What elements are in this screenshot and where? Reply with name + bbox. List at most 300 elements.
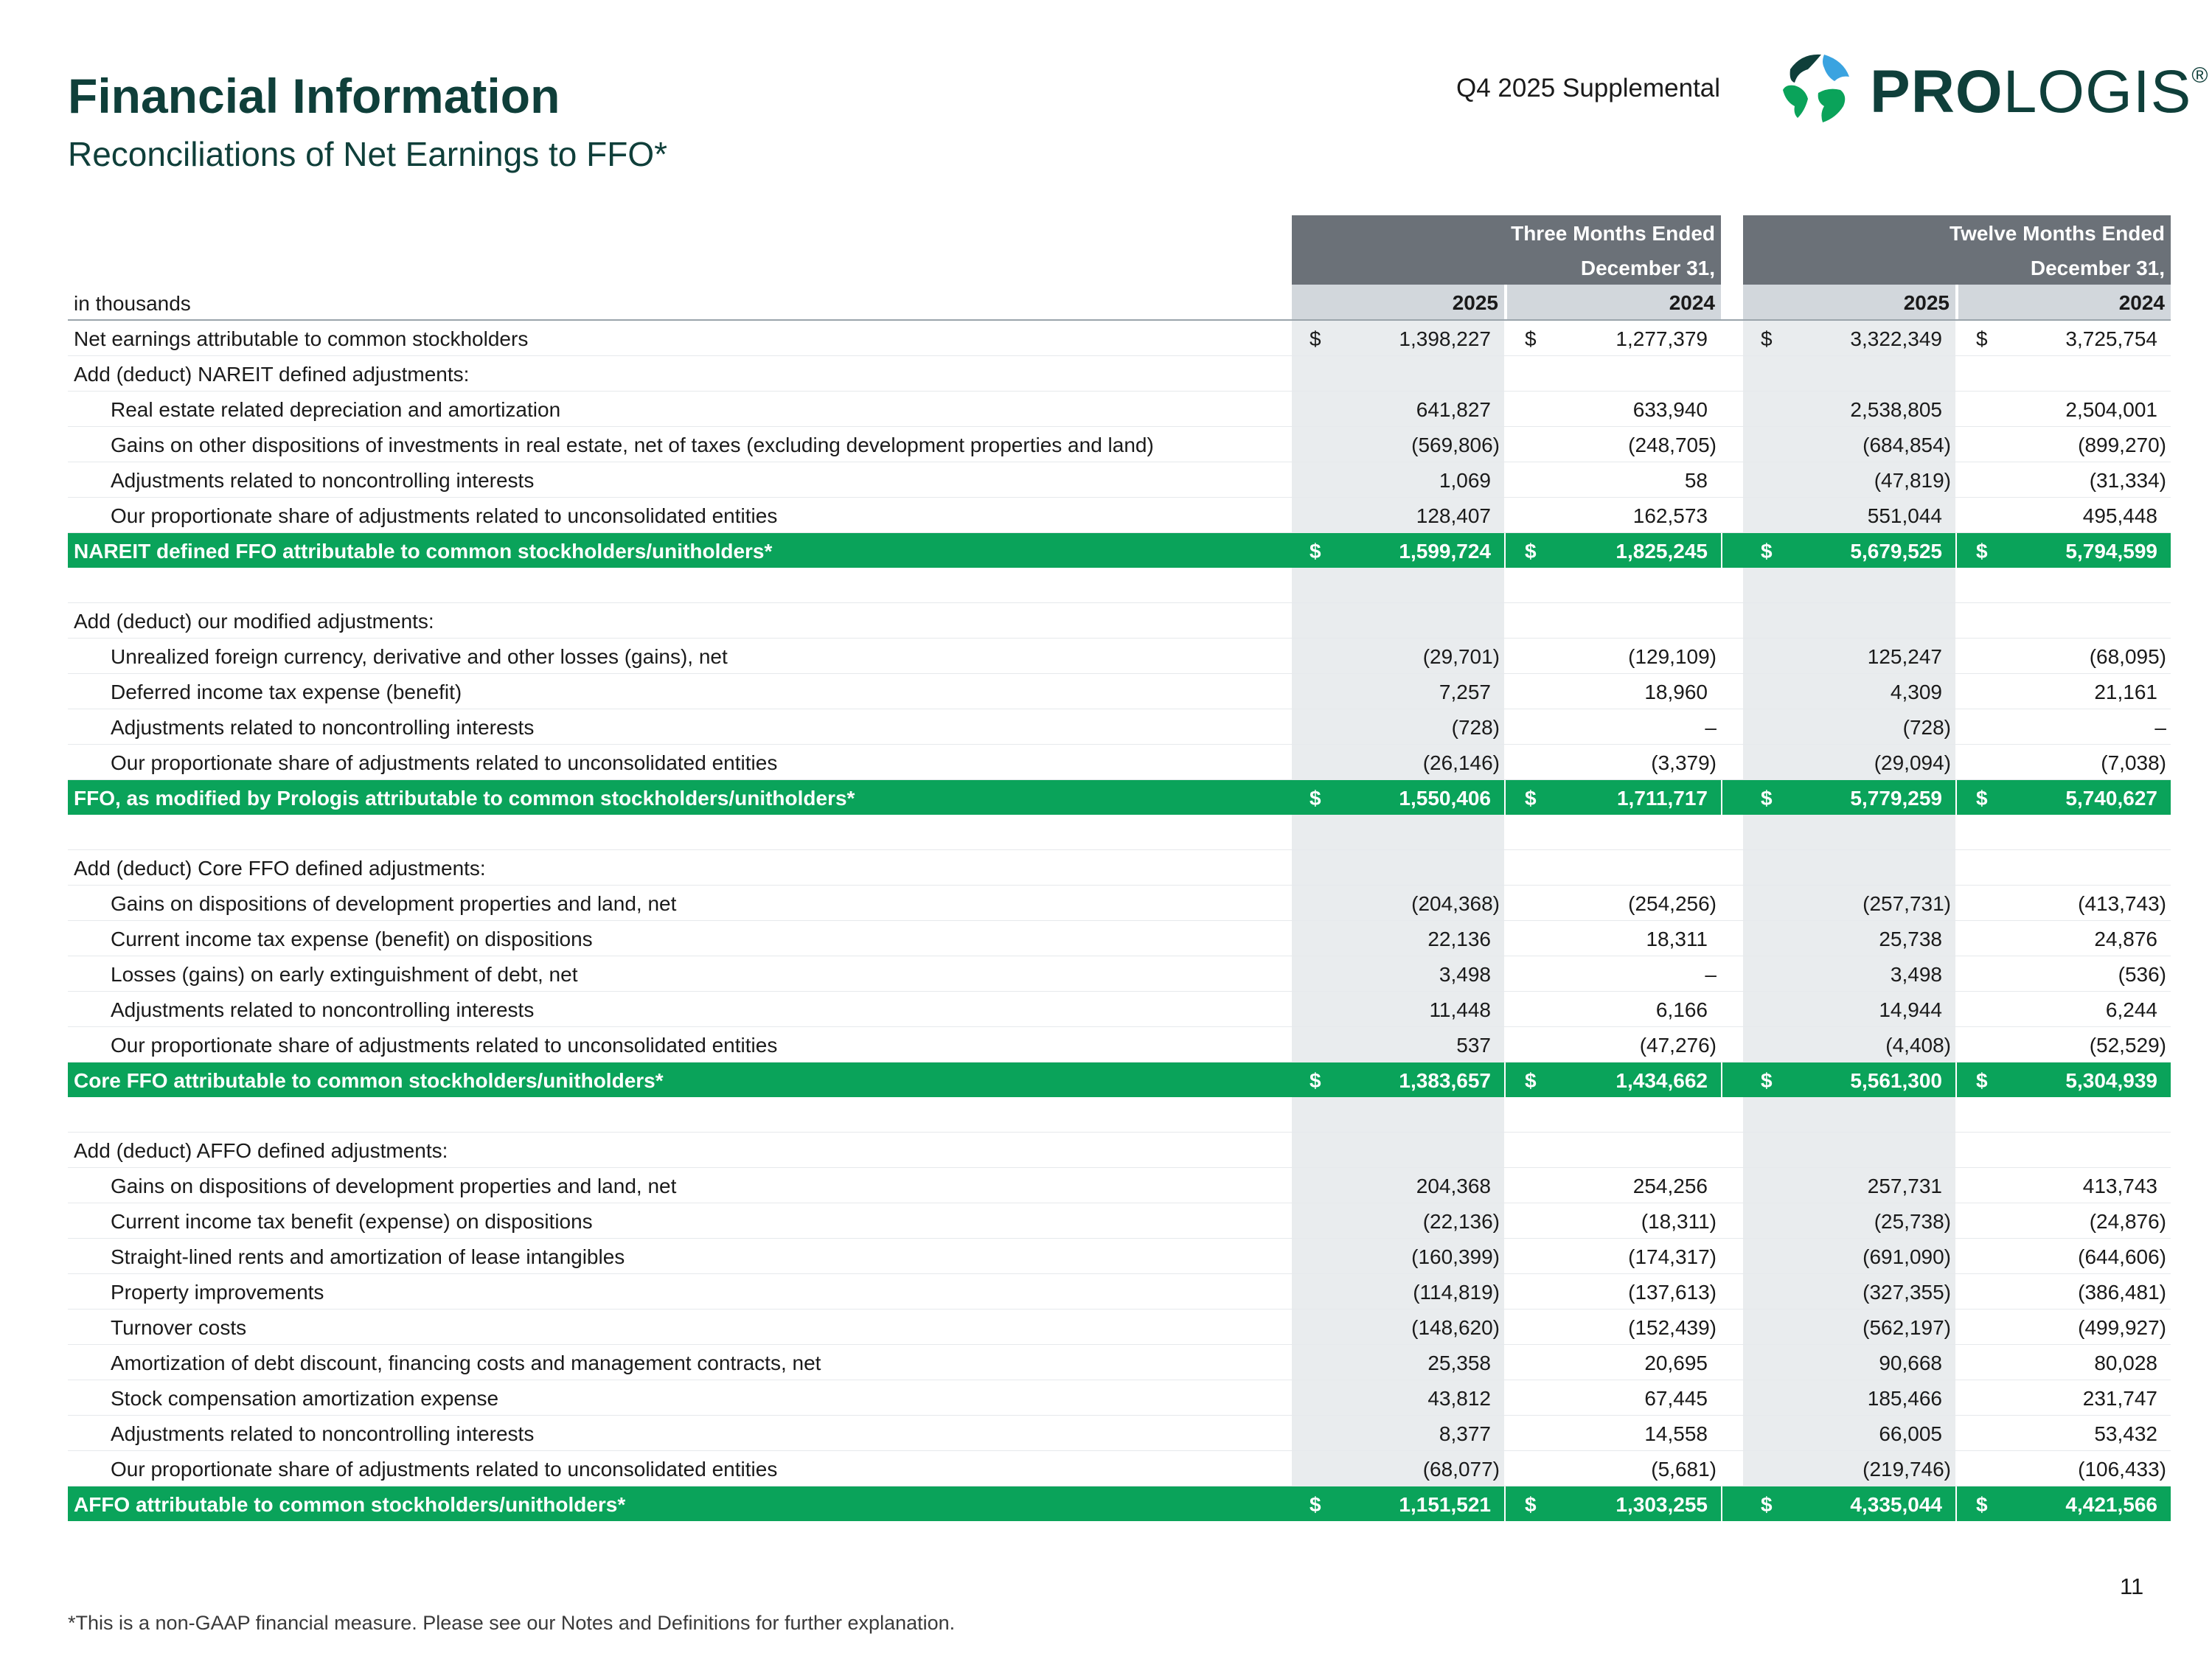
cell-value: (5,681) <box>1651 1458 1717 1481</box>
value-cell <box>1958 1239 2171 1273</box>
value-cell <box>1292 1451 1504 1486</box>
cell-value: (257,731) <box>1863 892 1951 915</box>
cell-value: (204,368) <box>1411 892 1500 915</box>
value-cell <box>1507 1062 1721 1097</box>
cell-value: 2,538,805 <box>1850 398 1942 421</box>
currency-symbol: $ <box>1525 787 1537 810</box>
currency-symbol: $ <box>1310 1069 1321 1092</box>
row-label: FFO, as modified by Prologis attributable to common stockholders/unitholders* <box>74 787 855 810</box>
value-cell <box>1507 1097 1721 1132</box>
value-cell <box>1507 1416 1721 1450</box>
currency-symbol: $ <box>1976 787 1988 810</box>
value-cell <box>1292 1097 1504 1132</box>
value-cell <box>1958 886 2171 920</box>
cell-value: (327,355) <box>1863 1281 1951 1304</box>
cell-value: 257,731 <box>1867 1175 1942 1197</box>
value-cell <box>1507 356 1721 391</box>
column-separator <box>1955 1486 1957 1521</box>
value-cell <box>1958 533 2171 568</box>
value-cell <box>1292 815 1504 849</box>
cell-value: 14,558 <box>1644 1422 1708 1445</box>
value-cell <box>1507 921 1721 956</box>
footnote: *This is a non-GAAP financial measure. Please see our Notes and Definitions for further explanation. <box>68 1612 956 1634</box>
currency-symbol: $ <box>1310 540 1321 563</box>
value-cell <box>1507 1168 1721 1203</box>
logo-wordmark: PROLOGIS® <box>1870 58 2209 125</box>
column-separator <box>1721 533 1722 568</box>
cell-value: 1,277,379 <box>1615 327 1708 350</box>
spacer-row <box>68 1097 2171 1133</box>
row-label: Current income tax benefit (expense) on dispositions <box>111 1210 593 1233</box>
cell-value: (68,077) <box>1422 1458 1500 1481</box>
cell-value: 633,940 <box>1632 398 1708 421</box>
cell-value: (18,311) <box>1641 1210 1717 1233</box>
value-cell <box>1743 498 1955 532</box>
value-cell <box>1507 1274 1721 1309</box>
value-cell <box>1743 1416 1955 1450</box>
currency-symbol: $ <box>1976 540 1988 563</box>
cell-value: 1,151,521 <box>1399 1493 1491 1516</box>
cell-value: (106,433) <box>2078 1458 2166 1481</box>
table-row <box>68 674 2171 709</box>
value-cell <box>1292 850 1504 885</box>
value-cell <box>1743 674 1955 709</box>
value-cell <box>1743 886 1955 920</box>
table-row <box>68 1239 2171 1274</box>
value-cell <box>1743 1027 1955 1062</box>
cell-value: 5,740,627 <box>2065 787 2157 810</box>
cell-value: (536) <box>2118 963 2166 986</box>
value-cell <box>1292 1062 1504 1097</box>
value-cell <box>1743 639 1955 673</box>
cell-value: 6,244 <box>2105 998 2157 1021</box>
cell-value: (24,876) <box>2089 1210 2166 1233</box>
cell-value: (644,606) <box>2078 1245 2166 1268</box>
cell-value: (114,819) <box>1413 1281 1500 1304</box>
cell-value: (3,379) <box>1651 751 1717 774</box>
cell-value: 1,825,245 <box>1615 540 1708 563</box>
value-cell <box>1292 674 1504 709</box>
value-cell <box>1743 1097 1955 1132</box>
table-row <box>68 498 2171 533</box>
cell-value: 18,311 <box>1646 928 1708 950</box>
cell-value: 67,445 <box>1644 1387 1708 1410</box>
value-cell <box>1743 1310 1955 1344</box>
cell-value: 18,960 <box>1644 681 1708 703</box>
value-cell <box>1958 603 2171 638</box>
value-cell <box>1507 1027 1721 1062</box>
value-cell <box>1292 568 1504 602</box>
table-row <box>68 1133 2171 1168</box>
cell-value: 413,743 <box>2082 1175 2157 1197</box>
row-label: Add (deduct) Core FFO defined adjustments: <box>74 857 486 880</box>
value-cell <box>1292 603 1504 638</box>
currency-symbol: $ <box>1976 327 1988 350</box>
value-cell <box>1743 1486 1955 1521</box>
table-row <box>68 1416 2171 1451</box>
row-label: Adjustments related to noncontrolling interests <box>111 716 535 739</box>
value-cell <box>1507 392 1721 426</box>
value-cell <box>1507 815 1721 849</box>
value-cell <box>1743 850 1955 885</box>
value-cell <box>1292 321 1504 355</box>
value-cell <box>1743 462 1955 497</box>
value-cell <box>1958 568 2171 602</box>
value-cell <box>1958 780 2171 815</box>
value-cell <box>1958 992 2171 1026</box>
value-cell <box>1743 1451 1955 1486</box>
table-row <box>68 1027 2171 1062</box>
value-cell <box>1507 1133 1721 1167</box>
value-cell <box>1958 356 2171 391</box>
value-cell <box>1507 1380 1721 1415</box>
currency-symbol: $ <box>1310 1493 1321 1516</box>
cell-value: (386,481) <box>2078 1281 2166 1304</box>
value-cell <box>1743 1133 1955 1167</box>
cell-value: 495,448 <box>2082 504 2157 527</box>
cell-value: (728) <box>1451 716 1500 739</box>
row-label: Adjustments related to noncontrolling interests <box>111 998 535 1021</box>
cell-value: (569,806) <box>1411 434 1500 456</box>
value-cell <box>1958 674 2171 709</box>
cell-value: 4,421,566 <box>2065 1493 2157 1516</box>
cell-value: (25,738) <box>1874 1210 1951 1233</box>
value-cell <box>1958 745 2171 779</box>
value-cell <box>1507 462 1721 497</box>
cell-value: 551,044 <box>1867 504 1942 527</box>
value-cell <box>1958 427 2171 462</box>
currency-symbol: $ <box>1976 1493 1988 1516</box>
value-cell <box>1958 921 2171 956</box>
table-row <box>68 392 2171 427</box>
value-cell <box>1507 1451 1721 1486</box>
cell-value: – <box>1705 963 1717 986</box>
table-row <box>68 356 2171 392</box>
value-cell <box>1507 498 1721 532</box>
row-label: Real estate related depreciation and amortization <box>111 398 561 421</box>
value-cell <box>1743 1239 1955 1273</box>
cell-value: (691,090) <box>1863 1245 1951 1268</box>
value-cell <box>1292 1027 1504 1062</box>
page-subtitle: Reconciliations of Net Earnings to FFO* <box>68 135 668 173</box>
cell-value: 2,504,001 <box>2065 398 2157 421</box>
value-cell <box>1292 1486 1504 1521</box>
value-cell <box>1958 1380 2171 1415</box>
value-cell <box>1292 498 1504 532</box>
cell-value: (22,136) <box>1422 1210 1500 1233</box>
value-cell <box>1958 850 2171 885</box>
table-row <box>68 709 2171 745</box>
value-cell <box>1743 533 1955 568</box>
value-cell <box>1507 639 1721 673</box>
table-row <box>68 1310 2171 1345</box>
column-separator <box>1955 533 1957 568</box>
value-cell <box>1292 886 1504 920</box>
table-row <box>68 1345 2171 1380</box>
value-cell <box>1507 1239 1721 1273</box>
cell-value: (29,701) <box>1422 645 1500 668</box>
row-label: Add (deduct) AFFO defined adjustments: <box>74 1139 448 1162</box>
cell-value: 7,257 <box>1439 681 1491 703</box>
value-cell <box>1743 745 1955 779</box>
cell-value: 162,573 <box>1632 504 1708 527</box>
value-cell <box>1743 392 1955 426</box>
currency-symbol: $ <box>1525 1069 1537 1092</box>
cell-value: (174,317) <box>1628 1245 1717 1268</box>
value-cell <box>1958 321 2171 355</box>
row-label: AFFO attributable to common stockholders/unitholders* <box>74 1493 626 1516</box>
value-cell <box>1292 1274 1504 1309</box>
cell-value: (899,270) <box>2078 434 2166 456</box>
cell-value: 125,247 <box>1867 645 1942 668</box>
column-separator <box>1504 533 1506 568</box>
cell-value: 22,136 <box>1427 928 1491 950</box>
group-header-twelve-months: Twelve Months Ended <box>1743 215 2171 250</box>
cell-value: (47,276) <box>1639 1034 1717 1057</box>
row-label: Add (deduct) our modified adjustments: <box>74 610 434 633</box>
value-cell <box>1743 992 1955 1026</box>
cell-value: 53,432 <box>2094 1422 2157 1445</box>
value-cell <box>1958 1274 2171 1309</box>
value-cell <box>1507 780 1721 815</box>
cell-value: 185,466 <box>1867 1387 1942 1410</box>
cell-value: 1,303,255 <box>1615 1493 1708 1516</box>
value-cell <box>1507 992 1721 1026</box>
value-cell <box>1292 921 1504 956</box>
cell-value: (148,620) <box>1411 1316 1500 1339</box>
cell-value: 1,599,724 <box>1399 540 1491 563</box>
value-cell <box>1507 850 1721 885</box>
row-label: Adjustments related to noncontrolling interests <box>111 1422 535 1445</box>
column-separator <box>1955 1062 1957 1097</box>
value-cell <box>1743 321 1955 355</box>
value-cell <box>1743 1203 1955 1238</box>
cell-value: (219,746) <box>1863 1458 1951 1481</box>
value-cell <box>1743 427 1955 462</box>
cell-value: 1,434,662 <box>1615 1069 1708 1092</box>
value-cell <box>1743 780 1955 815</box>
year-header: 2024 <box>1958 285 2171 319</box>
value-cell <box>1507 886 1721 920</box>
cell-value: 3,322,349 <box>1850 327 1942 350</box>
row-label: Adjustments related to noncontrolling interests <box>111 469 535 492</box>
cell-value: (160,399) <box>1411 1245 1500 1268</box>
cell-value: 3,498 <box>1439 963 1491 986</box>
cell-value: 5,561,300 <box>1850 1069 1942 1092</box>
spacer-row <box>68 568 2171 603</box>
value-cell <box>1292 1380 1504 1415</box>
value-cell <box>1743 815 1955 849</box>
cell-value: 1,711,717 <box>1616 787 1708 810</box>
cell-value: 128,407 <box>1416 504 1491 527</box>
column-separator <box>1504 1062 1506 1097</box>
value-cell <box>1743 1345 1955 1380</box>
page-title: Financial Information <box>68 69 560 123</box>
units-label: in thousands <box>74 292 191 315</box>
value-cell <box>1507 427 1721 462</box>
cell-value: 4,309 <box>1890 681 1942 703</box>
cell-value: 5,679,525 <box>1850 540 1942 563</box>
globe-logo-icon <box>1775 47 1857 128</box>
column-separator <box>1721 1062 1722 1097</box>
cell-value: (47,819) <box>1874 469 1951 492</box>
row-label: Net earnings attributable to common stockholders <box>74 327 529 350</box>
value-cell <box>1292 1239 1504 1273</box>
value-cell <box>1958 1451 2171 1486</box>
cell-value: (129,109) <box>1628 645 1717 668</box>
value-cell <box>1507 568 1721 602</box>
value-cell <box>1958 639 2171 673</box>
value-cell <box>1743 1168 1955 1203</box>
value-cell <box>1958 462 2171 497</box>
row-label: Straight-lined rents and amortization of lease intangibles <box>111 1245 625 1268</box>
row-label: Our proportionate share of adjustments related to unconsolidated entities <box>111 504 778 527</box>
value-cell <box>1743 921 1955 956</box>
row-label: Deferred income tax expense (benefit) <box>111 681 462 703</box>
table-row <box>68 427 2171 462</box>
row-label: Gains on dispositions of development properties and land, net <box>111 892 677 915</box>
cell-value: – <box>1705 716 1717 739</box>
row-label: Our proportionate share of adjustments related to unconsolidated entities <box>111 1034 778 1057</box>
cell-value: 14,944 <box>1879 998 1942 1021</box>
spacer-row <box>68 815 2171 850</box>
table-row <box>68 956 2171 992</box>
cell-value: 90,668 <box>1879 1352 1942 1374</box>
table-row <box>68 462 2171 498</box>
ffo-reconciliation-table <box>68 215 2171 1521</box>
table-row <box>68 603 2171 639</box>
column-separator <box>1955 780 1957 815</box>
value-cell <box>1507 1486 1721 1521</box>
prologis-logo <box>1775 47 2209 128</box>
value-cell <box>1743 603 1955 638</box>
currency-symbol: $ <box>1761 1069 1773 1092</box>
cell-value: 25,358 <box>1427 1352 1491 1374</box>
row-label: Gains on other dispositions of investments in real estate, net of taxes (excluding development properties and land) <box>111 434 1154 456</box>
table-row <box>68 639 2171 674</box>
currency-symbol: $ <box>1976 1069 1988 1092</box>
table-row <box>68 850 2171 886</box>
value-cell <box>1958 1345 2171 1380</box>
row-label: Gains on dispositions of development properties and land, net <box>111 1175 677 1197</box>
cell-value: 1,398,227 <box>1399 327 1491 350</box>
value-cell <box>1958 709 2171 744</box>
value-cell <box>1507 603 1721 638</box>
cell-value: 58 <box>1684 469 1708 492</box>
row-label: Our proportionate share of adjustments related to unconsolidated entities <box>111 1458 778 1481</box>
table-row <box>68 921 2171 956</box>
cell-value: (562,197) <box>1863 1316 1951 1339</box>
table-row <box>68 992 2171 1027</box>
year-header-row <box>68 285 2171 321</box>
cell-value: (684,854) <box>1863 434 1951 456</box>
cell-value: 5,779,259 <box>1850 787 1942 810</box>
cell-value: (68,095) <box>2089 645 2166 668</box>
row-label: Current income tax expense (benefit) on dispositions <box>111 928 593 950</box>
cell-value: (413,743) <box>2078 892 2166 915</box>
supplemental-label: Q4 2025 Supplemental <box>1456 74 1721 102</box>
value-cell <box>1958 392 2171 426</box>
cell-value: 1,383,657 <box>1399 1069 1491 1092</box>
column-separator <box>1721 780 1722 815</box>
cell-value: 641,827 <box>1416 398 1491 421</box>
value-cell <box>1958 956 2171 991</box>
value-cell <box>1292 1133 1504 1167</box>
cell-value: (499,927) <box>2078 1316 2166 1339</box>
cell-value: (152,439) <box>1628 1316 1717 1339</box>
cell-value: 24,876 <box>2094 928 2157 950</box>
value-cell <box>1292 1416 1504 1450</box>
value-cell <box>1507 709 1721 744</box>
cell-value: (728) <box>1902 716 1951 739</box>
currency-symbol: $ <box>1525 327 1537 350</box>
value-cell <box>1743 1062 1955 1097</box>
currency-symbol: $ <box>1525 1493 1537 1516</box>
value-cell <box>1743 1380 1955 1415</box>
value-cell <box>1292 956 1504 991</box>
table-row <box>68 1274 2171 1310</box>
cell-value: 21,161 <box>2094 681 2157 703</box>
group-header-three-months: Three Months Ended <box>1292 215 1721 250</box>
row-label: NAREIT defined FFO attributable to common stockholders/unitholders* <box>74 540 773 563</box>
cell-value: 4,335,044 <box>1850 1493 1942 1516</box>
column-separator <box>1504 780 1506 815</box>
table-row <box>68 1203 2171 1239</box>
value-cell <box>1958 1203 2171 1238</box>
year-header: 2025 <box>1743 285 1955 319</box>
value-cell <box>1507 321 1721 355</box>
table-row <box>68 745 2171 780</box>
cell-value: 6,166 <box>1655 998 1708 1021</box>
value-cell <box>1292 1310 1504 1344</box>
currency-symbol: $ <box>1761 327 1773 350</box>
value-cell <box>1507 674 1721 709</box>
value-cell <box>1292 1168 1504 1203</box>
value-cell <box>1292 1203 1504 1238</box>
cell-value: (248,705) <box>1628 434 1717 456</box>
value-cell <box>1507 533 1721 568</box>
row-label: Core FFO attributable to common stockholders/unitholders* <box>74 1069 664 1092</box>
year-header: 2024 <box>1507 285 1721 319</box>
cell-value: 80,028 <box>2094 1352 2157 1374</box>
value-cell <box>1507 1345 1721 1380</box>
value-cell <box>1958 1097 2171 1132</box>
cell-value: (26,146) <box>1422 751 1500 774</box>
cell-value: 204,368 <box>1416 1175 1491 1197</box>
cell-value: (7,038) <box>2101 751 2166 774</box>
row-label: Stock compensation amortization expense <box>111 1387 499 1410</box>
cell-value: 11,448 <box>1429 998 1491 1021</box>
cell-value: (254,256) <box>1628 892 1717 915</box>
currency-symbol: $ <box>1761 540 1773 563</box>
value-cell <box>1292 356 1504 391</box>
table-row <box>68 1451 2171 1486</box>
value-cell <box>1292 427 1504 462</box>
row-label: Our proportionate share of adjustments related to unconsolidated entities <box>111 751 778 774</box>
currency-symbol: $ <box>1761 787 1773 810</box>
value-cell <box>1292 462 1504 497</box>
value-cell <box>1958 1062 2171 1097</box>
value-cell <box>1292 392 1504 426</box>
value-cell <box>1292 780 1504 815</box>
value-cell <box>1292 1345 1504 1380</box>
row-label: Unrealized foreign currency, derivative and other losses (gains), net <box>111 645 728 668</box>
cell-value: (52,529) <box>2089 1034 2166 1057</box>
cell-value: (137,613) <box>1628 1281 1717 1304</box>
currency-symbol: $ <box>1310 327 1321 350</box>
table-row <box>68 886 2171 921</box>
group-header-three-months-date: December 31, <box>1292 250 1721 285</box>
